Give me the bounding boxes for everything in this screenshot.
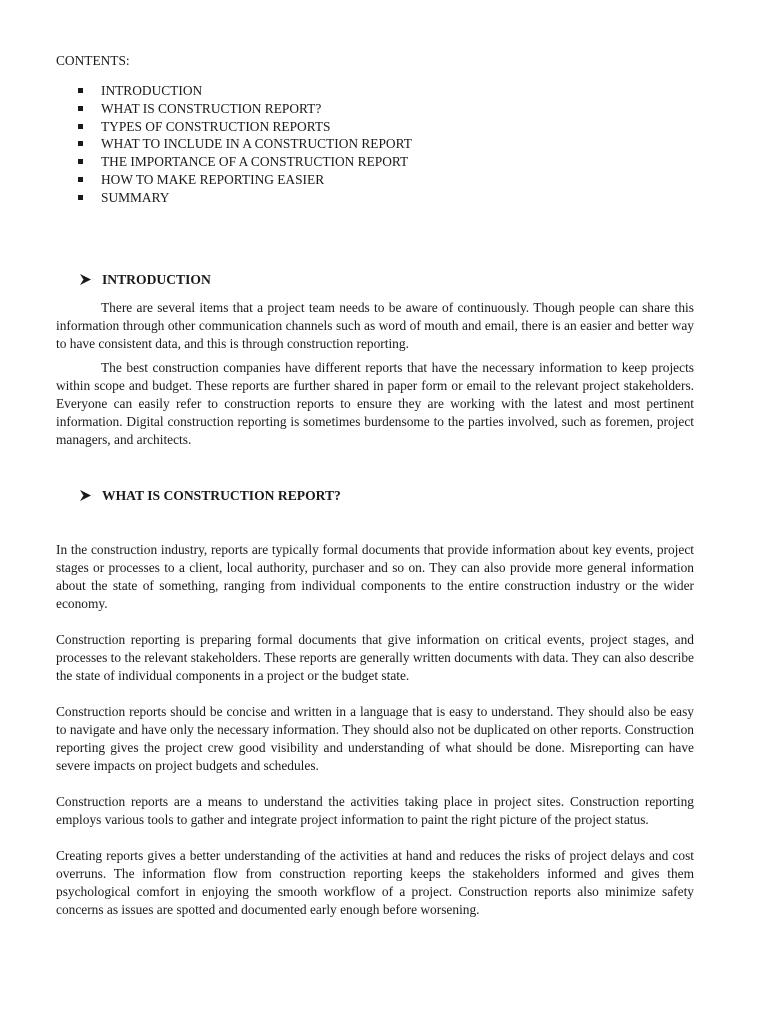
toc-item xyxy=(56,171,694,189)
toc-item xyxy=(56,118,694,136)
square-bullet-icon xyxy=(78,195,83,200)
table-of-contents xyxy=(56,82,694,207)
square-bullet-icon xyxy=(78,159,83,164)
toc-item xyxy=(56,153,694,171)
toc-item-label: SUMMARY xyxy=(101,189,170,205)
document-page xyxy=(56,52,694,919)
paragraph: In the construction industry, reports are typically formal documents that provide information about key events, project stages or processes to a client, local authority, purchaser and so on. They can also provide more general information about the state of something, ranging from individual components to the entire construction industry or the wider economy. xyxy=(56,541,694,611)
square-bullet-icon xyxy=(78,177,83,182)
toc-item xyxy=(56,100,694,118)
contents-title: CONTENTS: xyxy=(56,53,130,68)
arrowhead-bullet-icon xyxy=(79,489,92,502)
arrowhead-bullet-icon xyxy=(79,273,92,286)
toc-item-label: HOW TO MAKE REPORTING EASIER xyxy=(101,171,325,187)
toc-item xyxy=(56,82,694,100)
introduction-heading xyxy=(56,271,694,289)
toc-item-label: WHAT TO INCLUDE IN A CONSTRUCTION REPORT xyxy=(101,136,412,152)
what-is-heading xyxy=(56,487,694,505)
square-bullet-icon xyxy=(78,106,83,111)
toc-item xyxy=(56,135,694,153)
paragraph: The best construction companies have different reports that have the necessary information to keep projects within scope and budget. These reports are further shared in paper form or email to the relevant project stakeholders. Everyone can easily refer to construction reports to ensure they are working with the latest and most pertinent information. Digital construction reporting is sometimes burdensome to the parties involved, such as foremen, project managers, and architects. xyxy=(56,359,694,447)
paragraph: Construction reports should be concise and written in a language that is easy to understand. They should also be easy to navigate and have only the necessary information. They should also not be duplicated on other reports. Construction reporting gives the project crew good visibility and understanding of what should be done. Misreporting can have severe impacts on project budgets and schedules. xyxy=(56,703,694,773)
what-is-heading-text: WHAT IS CONSTRUCTION REPORT? xyxy=(102,487,341,503)
paragraph: There are several items that a project team needs to be aware of continuously. Though people can share this information through other communication channels such as word of mouth and email, there is an easier and better way to have consistent data, and this is through construction reporting. xyxy=(56,299,694,351)
toc-item-label: TYPES OF CONSTRUCTION REPORTS xyxy=(101,118,331,134)
square-bullet-icon xyxy=(78,141,83,146)
toc-item xyxy=(56,189,694,207)
square-bullet-icon xyxy=(78,88,83,93)
toc-item-label: WHAT IS CONSTRUCTION REPORT? xyxy=(101,100,322,116)
paragraph: Creating reports gives a better understanding of the activities at hand and reduces the risks of project delays and cost overruns. The information flow from construction reporting keeps the stakeholders informed and gives them psychological comfort in enjoying the smooth workflow of a project. Construction reports also minimize safety concerns as issues are spotted and documented early enough before worsening. xyxy=(56,847,694,917)
paragraph: Construction reporting is preparing formal documents that give information on critical events, project stages, and processes to the relevant stakeholders. These reports are generally written documents with data. They can also describe the state of individual components in a project or the budget state. xyxy=(56,631,694,683)
paragraph: Construction reports are a means to understand the activities taking place in project sites. Construction reporting employs various tools to gather and integrate project information to paint the right picture of the project status. xyxy=(56,793,694,827)
introduction-heading-text: INTRODUCTION xyxy=(102,271,211,287)
toc-item-label: THE IMPORTANCE OF A CONSTRUCTION REPORT xyxy=(101,154,409,170)
toc-item-label: INTRODUCTION xyxy=(101,83,203,98)
square-bullet-icon xyxy=(78,124,83,129)
